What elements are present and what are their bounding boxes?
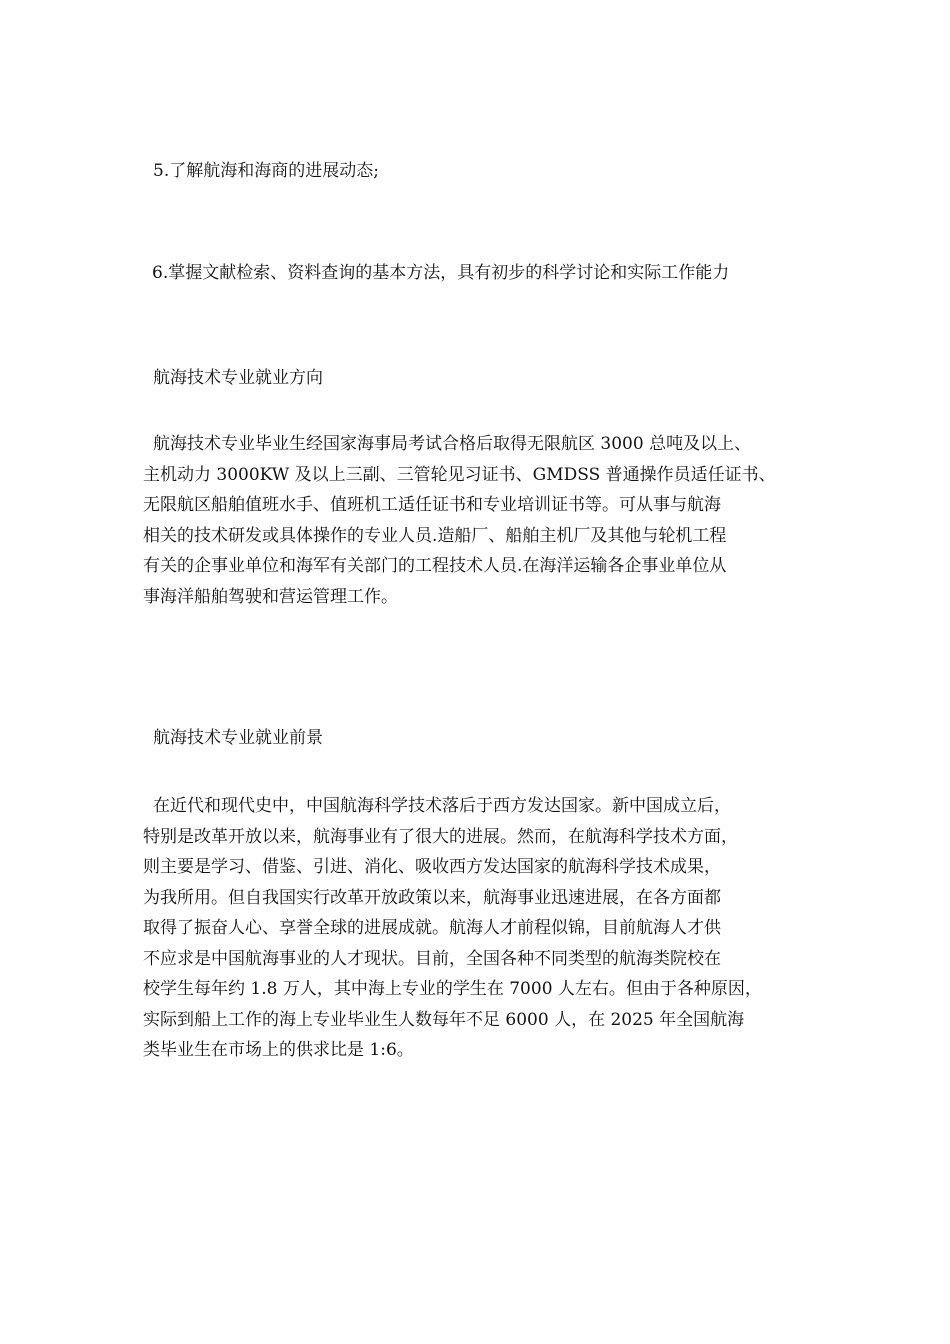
paragraph-line: 航海技术专业毕业生经国家海事局考试合格后取得无限航区 3000 总吨及以上、	[153, 434, 752, 454]
paragraph-line: 为我所用。但自我国实行改革开放政策以来，航海事业迅速进展，在各方面都	[143, 887, 721, 908]
paragraph-employment-prospects	[143, 791, 823, 1066]
section-heading-employment-prospects: 航海技术专业就业前景	[153, 728, 323, 748]
list-item-6: 6.掌握文献检索、资料查询的基本方法，具有初步的科学讨论和实际工作能力	[152, 263, 730, 283]
paragraph-line: 在近代和现代史中，中国航海科学技术落后于西方发达国家。新中国成立后，	[153, 796, 731, 816]
paragraph-line: 主机动力 3000KW 及以上三副、三管轮见习证书、GMDSS 普通操作员适任证书、	[143, 464, 776, 485]
paragraph-line: 类毕业生在市场上的供求比是 1:6。	[143, 1040, 414, 1060]
paragraph-line: 校学生每年约 1.8 万人，其中海上专业的学生在 7000 人左右。但由于各种原因，	[143, 979, 762, 999]
paragraph-employment-direction	[143, 429, 823, 612]
list-item-5: 5.了解航海和海商的进展动态;	[153, 161, 379, 181]
paragraph-line: 则主要是学习、借鉴、引进、消化、吸收西方发达国家的航海科学技术成果，	[143, 857, 721, 877]
paragraph-line: 特别是改革开放以来，航海事业有了很大的进展。然而，在航海科学技术方面，	[143, 826, 738, 847]
paragraph-line: 无限航区船舶值班水手、值班机工适任证书和专业培训证书等。可从事与航海	[143, 495, 721, 515]
paragraph-line: 不应求是中国航海事业的人才现状。目前，全国各种不同类型的航海类院校在	[143, 948, 721, 969]
section-heading-employment-direction: 航海技术专业就业方向	[153, 368, 323, 388]
paragraph-line: 取得了振奋人心、享誉全球的进展成就。航海人才前程似锦，目前航海人才供	[143, 918, 721, 938]
paragraph-line: 有关的企事业单位和海军有关部门的工程技术人员.在海洋运输各企事业单位从	[143, 556, 727, 576]
paragraph-line: 相关的技术研发或具体操作的专业人员.造船厂、船舶主机厂及其他与轮机工程	[143, 525, 727, 546]
paragraph-line: 实际到船上工作的海上专业毕业生人数每年不足 6000 人，在 2025 年全国航海	[143, 1009, 745, 1030]
paragraph-line: 事海洋船舶驾驶和营运管理工作。	[143, 586, 398, 607]
